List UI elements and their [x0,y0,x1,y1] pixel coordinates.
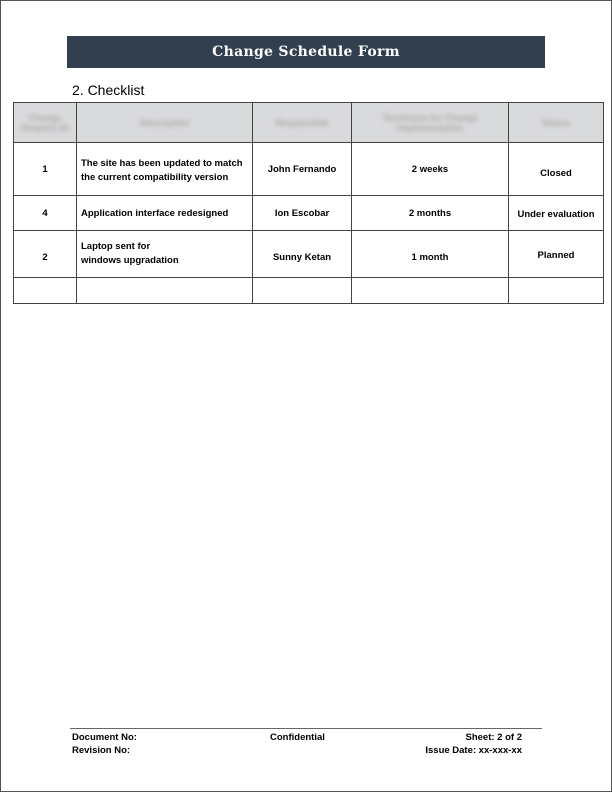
column-header-description: Description [77,103,253,143]
cell-description: Laptop sent for windows upgradation [77,231,253,278]
cell-timeframe [352,278,509,304]
page-footer [72,731,522,757]
cell-responsible [253,278,352,304]
table-row [14,231,604,278]
cell-status: Closed [509,143,604,196]
table-row [14,196,604,231]
document-number-label: Document No: [72,732,137,743]
column-header-responsible: Responsible [253,103,352,143]
cell-responsible: Sunny Ketan [253,231,352,278]
cell-status [509,278,604,304]
form-title: Change Schedule Form [212,44,400,60]
cell-id [14,278,77,304]
table-header-row [14,103,604,143]
section-heading: 2. Checklist [72,82,145,98]
footer-divider [70,728,542,729]
checklist-table [13,102,604,304]
cell-id: 1 [14,143,77,196]
column-header-timeframe: Timeframe for Change Implementation [352,103,509,143]
cell-description [77,278,253,304]
form-title-banner [67,36,545,68]
issue-date-label: Issue Date: xx-xxx-xx [425,745,522,756]
table-row [14,143,604,196]
cell-description: Application interface redesigned [77,196,253,231]
confidential-label: Confidential [270,732,325,743]
sheet-label: Sheet: 2 of 2 [465,732,522,743]
cell-status: Under evaluation [509,196,604,231]
table-row [14,278,604,304]
cell-timeframe: 1 month [352,231,509,278]
cell-id: 4 [14,196,77,231]
revision-number-label: Revision No: [72,745,131,756]
cell-timeframe: 2 weeks [352,143,509,196]
column-header-status: Status [509,103,604,143]
cell-status: Planned [509,231,604,278]
cell-responsible: Ion Escobar [253,196,352,231]
cell-id: 2 [14,231,77,278]
cell-timeframe: 2 months [352,196,509,231]
cell-responsible: John Fernando [253,143,352,196]
column-header-id: Change Request ID [14,103,77,143]
cell-description: The site has been updated to match the current compatibility version [77,143,253,196]
